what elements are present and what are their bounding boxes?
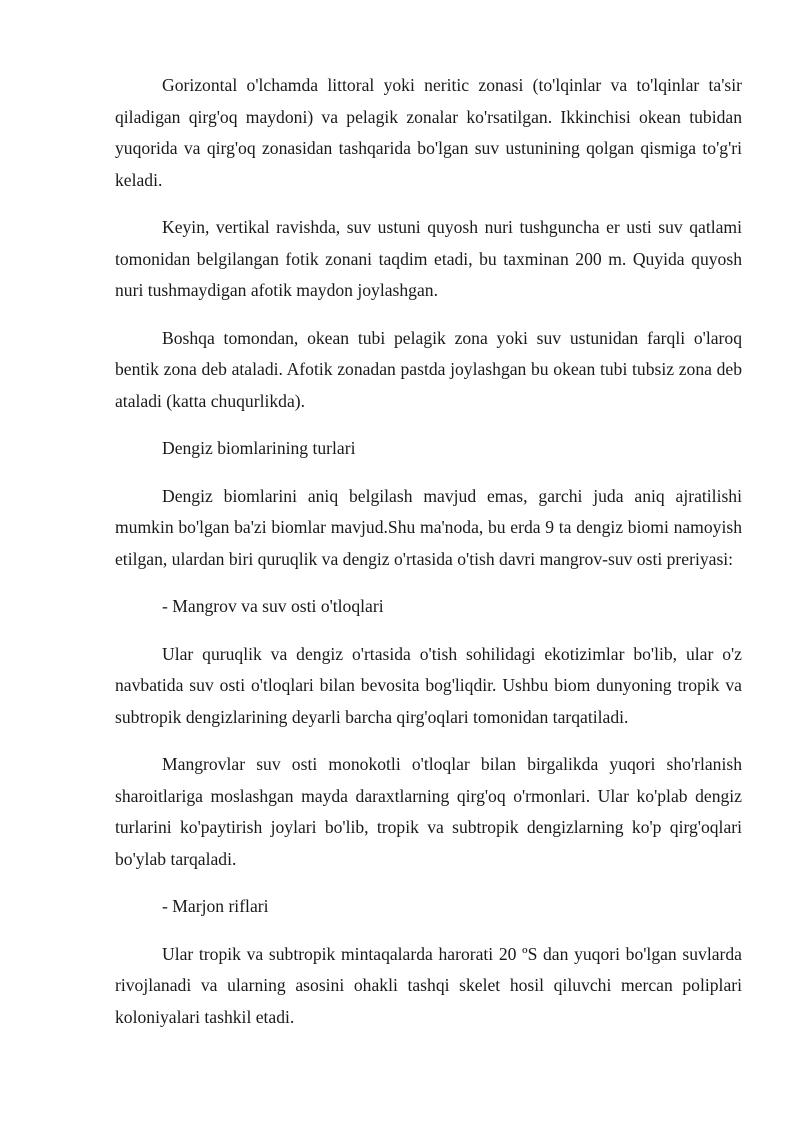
paragraph-coral-reefs: Ular tropik va subtropik mintaqalarda harorati 20 ºS dan yuqori bo'lgan suvlarda rivojlanadi va ularning asosini ohakli tashqi skelet hosil qiluvchi mercan poliplari koloniyalari tashkil etadi. xyxy=(115,943,742,1027)
subheading-mangroves: - Mangrov va suv osti o'tloqlari xyxy=(162,596,384,616)
paragraph-benthic-zone: Boshqa tomondan, okean tubi pelagik zona yoki suv ustunidan farqli o'laroq bentik zona deb ataladi. Afotik zonadan pastda joylashgan bu okean tubi tubsiz zona deb ataladi (katta chuqurlikda). xyxy=(115,327,742,411)
paragraph-mangroves-2: Mangrovlar suv osti monokotli o'tloqlar bilan birgalikda yuqori sho'rlanish sharoitlariga moslashgan mayda daraxtlarning qirg'oq o'rmonlari. Ular ko'plab dengiz turlarini ko'paytirish joylari bo'lib, tropik va subtropik dengizlarning ko'p qirg'oqlari bo'ylab tarqaladi. xyxy=(115,754,742,869)
paragraph-zones-horizontal: Gorizontal o'lchamda littoral yoki neritic zonasi (to'lqinlar va to'lqinlar ta'sir qiladigan qirg'oq maydoni) va pelagik zonalar ko'rsatilgan. Ikkinchisi okean tubidan yuqorida va qirg'oq zonasidan tashqarida bo'lgan suv ustunining qolgan qismiga to'g'ri keladi. xyxy=(115,75,742,190)
subheading-coral-reefs: - Marjon riflari xyxy=(162,896,269,916)
paragraph-mangroves-1: Ular quruqlik va dengiz o'rtasida o'tish sohilidagi ekotizimlar bo'lib, ular o'z navbatida suv osti o'tloqlari bilan bevosita bog'liqdir. Ushbu biom dunyoning tropik va subtropik dengizlarining deyarli barcha qirg'oqlari tomonidan tarqatiladi. xyxy=(115,643,742,727)
document-page xyxy=(115,70,742,1049)
paragraph-biomes-intro: Dengiz biomlarini aniq belgilash mavjud emas, garchi juda aniq ajratilishi mumkin bo'lgan ba'zi biomlar mavjud.Shu ma'noda, bu erda 9 ta dengiz biomi namoyish etilgan, ulardan biri quruqlik va dengiz o'rtasida o'tish davri mangrov-suv osti preriyasi: xyxy=(115,485,742,569)
section-heading-marine-biomes: Dengiz biomlarining turlari xyxy=(162,438,356,458)
paragraph-zones-vertical: Keyin, vertikal ravishda, suv ustuni quyosh nuri tushguncha er usti suv qatlami tomonidan belgilangan fotik zonani taqdim etadi, bu taxminan 200 m. Quyida quyosh nuri tushmaydigan afotik maydon joylashgan. xyxy=(115,217,742,300)
